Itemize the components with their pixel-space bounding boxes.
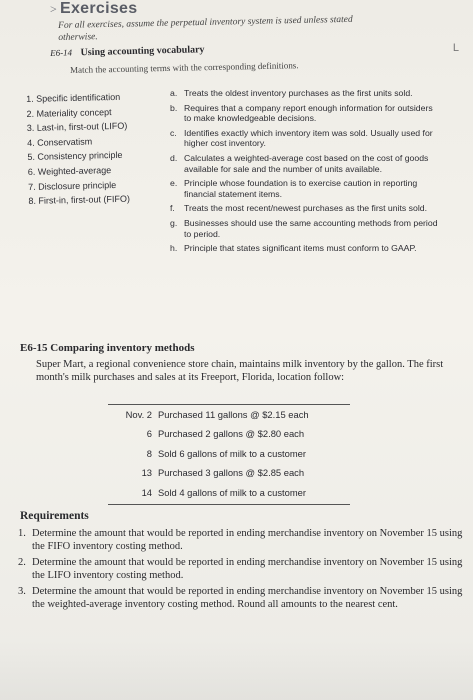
definition-label: b. (170, 102, 178, 113)
definition-text: Businesses should use the same accounting methods from period to period. (184, 217, 438, 239)
definition-item (170, 128, 442, 149)
table-row (112, 405, 362, 424)
term-item: 7. Disclosure principle (28, 179, 117, 192)
transaction-text: Purchased 11 gallons @ $2.15 each (158, 409, 309, 420)
definition-label: e. (170, 178, 178, 189)
requirement-number: 2. (18, 557, 26, 568)
transaction-date: Nov. 2 (125, 409, 152, 420)
transaction-text: Purchased 3 gallons @ $2.85 each (158, 467, 305, 479)
definitions-list (170, 88, 442, 258)
definition-text: Calculates a weighted-average cost based on the cost of goods available for sale and the number of units available. (184, 152, 429, 174)
exercise-15-heading (20, 342, 194, 354)
definition-text: Requires that a company report enough information for outsiders to make knowledgeable decisions. (184, 102, 433, 124)
requirement-text: Determine the amount that would be reported in ending merchandise inventory on November 15 using the LIFO inventory costing method. (32, 557, 463, 581)
definition-item (170, 203, 442, 214)
transaction-text: Sold 6 gallons of milk to a customer (158, 447, 306, 459)
exercise-15-body: Super Mart, a regional convenience store chain, maintains milk inventory by the gallon. The first month's milk purchases and sales at its Freeport, Florida, location follow: (36, 359, 444, 383)
term-item: 6. Weighted-average (27, 165, 112, 177)
definition-label: h. (170, 243, 178, 254)
definition-label: d. (170, 152, 178, 163)
definition-item (170, 88, 442, 99)
requirement-text: Determine the amount that would be reported in ending merchandise inventory on November 15 using the FIFO inventory costing method. (32, 528, 463, 552)
transaction-text: Purchased 2 gallons @ $2.80 each (158, 428, 305, 440)
requirements-heading: Requirements (20, 510, 89, 522)
exercise-14-instruction: Match the accounting terms with the corresponding definitions. (70, 60, 299, 75)
term-item: 5. Consistency principle (27, 150, 123, 163)
exercise-15-number: E6-15 (20, 342, 48, 354)
requirements-list (18, 528, 463, 615)
side-mark: L (452, 42, 459, 54)
term-item: 2. Materiality concept (26, 106, 112, 119)
definition-label: c. (170, 127, 177, 138)
definition-text: Identifies exactly which inventory item was sold. Usually used for higher cost inventory. (184, 127, 433, 149)
section-title: Exercises (60, 0, 138, 17)
definition-text: Principle whose foundation is to exercise caution in reporting financial statement items. (184, 178, 418, 199)
definition-text: Principle that states significant items must conform to GAAP. (184, 243, 417, 254)
definition-item (170, 243, 442, 254)
definition-item (170, 103, 442, 124)
exercise-14-number: E6-14 (50, 47, 73, 58)
definition-item (170, 153, 442, 174)
page-shadow (0, 640, 473, 700)
term-item: 3. Last-in, first-out (LIFO) (26, 120, 128, 134)
requirement-item (18, 586, 463, 611)
definition-item (170, 178, 442, 199)
definition-label: g. (170, 217, 178, 228)
exercise-14-heading (50, 44, 205, 59)
transaction-text: Sold 4 gallons of milk to a customer (158, 486, 306, 498)
table-row (112, 444, 362, 463)
term-item: 1. Specific identification (26, 91, 121, 104)
terms-list (26, 89, 179, 209)
note-line-1: For all exercises, assume the perpetual inventory system is used unless stated (58, 14, 353, 31)
definition-text: Treats the oldest inventory purchases as the first units sold. (184, 88, 413, 98)
transaction-date: 13 (141, 467, 152, 479)
definition-item (170, 218, 442, 239)
transactions-table (112, 405, 362, 502)
exercise-15-title: Comparing inventory methods (50, 342, 195, 354)
requirement-number: 3. (18, 586, 26, 597)
transaction-date: 8 (146, 447, 152, 459)
chevron-right-icon: > (50, 2, 57, 16)
table-row (112, 424, 362, 443)
requirement-item (18, 528, 463, 553)
term-item: 4. Conservatism (27, 136, 93, 148)
requirement-number: 1. (18, 528, 26, 539)
definition-text: Treats the most recent/newest purchases as the first units sold. (184, 203, 428, 214)
definition-label: a. (170, 88, 178, 98)
note-line-2: otherwise. (58, 32, 98, 43)
table-row (112, 463, 362, 482)
table-row (112, 483, 362, 502)
term-item: 8. First-in, first-out (FIFO) (28, 193, 131, 207)
table-bottom-rule (108, 504, 350, 505)
requirement-item (18, 557, 463, 582)
transaction-date: 14 (141, 486, 152, 498)
definition-label: f. (170, 203, 175, 214)
requirement-text: Determine the amount that would be reported in ending merchandise inventory on November 15 using the weighted-average inventory costing method. Round all amounts to the nearest cent. (32, 586, 463, 610)
exercise-14-title: Using accounting vocabulary (80, 44, 205, 59)
transaction-date: 6 (146, 428, 152, 440)
